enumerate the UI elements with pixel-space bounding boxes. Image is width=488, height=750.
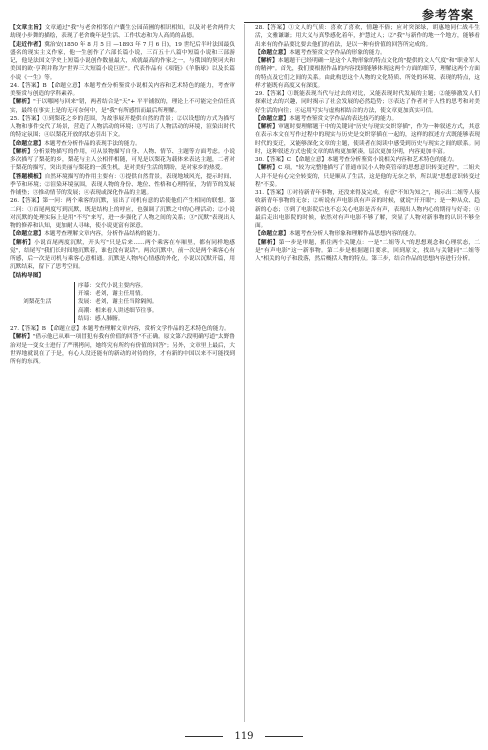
section-tag: 【解析】 bbox=[255, 165, 279, 172]
footer-dash-left bbox=[185, 736, 223, 737]
answer-paragraph bbox=[255, 230, 480, 238]
answer-paragraph bbox=[255, 90, 480, 115]
structure-diagram-table bbox=[20, 282, 220, 323]
structure-title-cell: 刘梨花生活 bbox=[20, 282, 75, 323]
column-divider bbox=[244, 24, 245, 722]
structure-item: 开端：老刘，谢主任用情。 bbox=[78, 291, 147, 297]
answer-paragraph bbox=[255, 24, 480, 49]
section-tag: 【解析】 bbox=[10, 148, 34, 155]
section-tag: 【命题立意】 bbox=[255, 49, 290, 56]
section-tag: 【答题模板】 bbox=[10, 173, 45, 180]
section-tag: 【解析】 bbox=[10, 334, 33, 341]
structure-item: 高潮：相来看人讲述细节往事。 bbox=[78, 307, 158, 314]
paragraph-text: "借示他已从难一项冒犯有我有价值的回答"不正确。原文第六段明确写道"太野鲁治对是一变女士进行了严刑拷问，她终究有所约有价值的回答"；另外，文章里上最后，大世界地就说在了于是，有心人没还能有的新动的对待的你，才有新的中国以来不可能找到所有的东西。 bbox=[10, 334, 235, 365]
answer-paragraph bbox=[255, 156, 480, 164]
answer-paragraph bbox=[10, 148, 235, 173]
paragraph-text: 27.【答案】B 【命题立意】本题考查理解文章内容，赏析文学作品的艺术特色的能力。 bbox=[10, 326, 230, 332]
answer-paragraph bbox=[10, 230, 235, 238]
paragraph-text: C 项，"较为完整地描写了普通市民小人物莫管帝的思想意识转变过程"，二姐夫人并不是有心完全转变的，只是顺从了生活，这是他的无奈之举，所以说"思想意识转变过程"不妥。 bbox=[255, 165, 480, 188]
answer-paragraph bbox=[10, 272, 235, 280]
paragraph-text: 冀治安(1850 年 8 月 5 日 —1893 年 7 月 6 日)，19 世纪后半叶法国最负盛名的现实主义作家，他一生创作了六部长篇小说，三百五十八篇中短篇小说和三部游记，他是法国文学史上短篇小说创作数量最大，成就最高的作家之一，与俄国的契诃夫和美国的欧·亨利并称为"世界三大短篇小说巨匠"。代表作品有《项链》《羊脂球》以及长篇小说《一生》等。 bbox=[10, 41, 235, 81]
section-tag: 【解析】 bbox=[255, 58, 278, 64]
paragraph-text: 本题考查鉴赏文学作品的形象的能力。 bbox=[289, 49, 386, 56]
right-column bbox=[255, 24, 480, 724]
paragraph-text: 小说首尾两度沉默，开头写"只是后来……两个乘客在车厢里，都有同样地感觉"，结尾写"我们长时间地沉默着，谁也没有说话"。两次沉默中，前一次是两个乘客心有所感，后一次是司机与乘客心意相通。沉默是人物内心情感的外化，小说以沉默开篇，用沉默结束，留下了思考空间。 bbox=[10, 239, 235, 271]
paragraph-text: 25.【答案】①到梨花之乡的范围，为故事展开提供自然的背景；②以设想的方式为描写人物和事件交代了场景，营造了人物活动的环境；③写出了人物活动的环境，渲染出时代的特定氛围；④以梨花开放的状态引出下文。 bbox=[10, 115, 235, 139]
paragraph-text: 本题考查分析作品的表现手法的能力。 bbox=[44, 140, 141, 147]
page-number: 119 bbox=[234, 731, 254, 742]
answer-paragraph bbox=[255, 189, 480, 230]
paragraph-text: 31.【答案】①对待新青年事物，还没来得及完成，有意"不知为知之"，揭示出二姐等人接收新青年事物的无奈；②听说有声电影真有声音的时候，就说"开开眼"；是一种从众、趋新的心态；③到了电影院后也不忘关心电影是否有声，表现出人物内心的期待与好奇；④最后走出电影院的时候，依然对有声电影不够了解，突显了人物对新事物的认识不够全面。 bbox=[255, 190, 480, 229]
answer-paragraph bbox=[10, 98, 235, 115]
paragraph-text: 26.【答案】第一问：两个乘客的沉默，显出了司机有意的话使他们产生相同的联想。第二问：①首尾两度写到沉默，既是结构上的呼应，也强调了沉默之中的心理活动；②小说对沉默的处理实际上是用"不写"来写，进一步强化了人物之间的关系；③"沉默"表现出人物的修养和认知，更加耐人寻味，使小说更富有深意。 bbox=[10, 198, 235, 229]
structure-item: 发展：老刘，谢主任当除隔阂。 bbox=[78, 299, 158, 306]
answer-paragraph bbox=[10, 197, 235, 230]
paragraph-text: 第一步是审题，抓住两个关键点：一是"二姐等人"的思想观念和心理状态，二是"有声电影"这一新事物。第二步是根据题目要求，回到原文，找出与关键词"二姐等人"相关的句子和段落，然后概括人物的特点。第三步，结合作品的思想内容进行分析。 bbox=[255, 239, 480, 262]
paragraph-text: 24.【答案】B 【命题立意】本题考查分析鉴赏小说相关内容和艺术特色的能力，考查审美鉴赏与创造的学科素养。 bbox=[10, 82, 235, 97]
structure-row bbox=[20, 282, 220, 290]
section-tag: 【结构导图】 bbox=[10, 272, 45, 279]
answer-paragraph bbox=[10, 325, 235, 333]
answer-paragraph bbox=[10, 24, 235, 41]
footer-dash-right bbox=[265, 736, 303, 737]
section-tag: 【文章主旨】 bbox=[10, 25, 45, 31]
answer-paragraph bbox=[255, 239, 480, 264]
page-footer bbox=[0, 731, 488, 742]
answer-paragraph bbox=[255, 57, 480, 90]
answer-paragraph bbox=[10, 82, 235, 99]
right-paragraphs bbox=[255, 24, 480, 263]
section-tag: 【解析】 bbox=[10, 99, 34, 106]
paragraph-text: 本题题干已经明确一是这个人物形象的特点文化的"提供的文人气度"和"职业军人的精神"。首先，我们要根据作品的内容找到能够体现这两个方面的细节，理解这两个方面的特点及它们之间的关系。由此构思这个人物的文化特质、所处的环境、表现的特点，这样才能既有高度又有深度。 bbox=[255, 58, 480, 89]
answer-paragraph bbox=[10, 239, 235, 272]
header-title: 参考答案 bbox=[421, 8, 474, 22]
left-paragraphs-after bbox=[10, 325, 235, 366]
section-tag: 【解析】 bbox=[255, 239, 279, 246]
paragraph-text: 本题考查鉴赏文学作品的表达技巧的能力。 bbox=[289, 115, 398, 122]
answer-paragraph bbox=[10, 173, 235, 198]
answer-paragraph bbox=[255, 115, 480, 123]
section-tag: 【命题立意】 bbox=[10, 140, 45, 147]
left-column bbox=[10, 24, 235, 724]
structure-item: 结局：感人肺腑。 bbox=[78, 315, 124, 322]
answer-paragraph bbox=[10, 41, 235, 82]
paragraph-text: 本题考查理解文章内容，分析作品结构的能力。 bbox=[44, 231, 164, 238]
section-tag: 【解析】 bbox=[255, 124, 279, 130]
answer-paragraph bbox=[10, 333, 235, 366]
structure-item: 序幕：交代小说主要内容。 bbox=[78, 282, 147, 289]
paragraph-text: 文章通过"我"与老舍相邻在户囊生公园苗圃的相识相知，以及对老舍两件大劫现小步舞的描绘，表现了老舍晚年是生活、工作状态和为人高尚的品德。 bbox=[10, 25, 235, 40]
left-paragraphs bbox=[10, 24, 235, 280]
header-rule bbox=[244, 22, 478, 23]
section-tag: 【命题立意】 bbox=[255, 115, 290, 122]
answer-paragraph bbox=[10, 115, 235, 140]
paragraph-text: 29.【答案】①既能表现当代与过去的对比，又能表现时代发展的主题；②能够激发人们探索过去的兴趣，同时揭示了社会发展的必然趋势；③表达了作者对于人性的思考和对美好生活的向往；④运用写实与虚构相结合的方法，使文章更加真实可信。 bbox=[255, 91, 480, 114]
paragraph-text: 自然环境描写的作用主要有：①提供自然背景，表现地域风光，提示时间、季节和环境；②渲染环境氛围，表现人物的身份、地位、性格和心理特征，为情节的发展作铺垫；③推动情节的发展；④表现或深化作品的主题。 bbox=[10, 173, 235, 196]
answer-paragraph bbox=[255, 123, 480, 156]
paragraph-text: 本题考查分析人物形象和理解作品思想内容的能力。 bbox=[289, 231, 420, 238]
answer-paragraph bbox=[255, 164, 480, 189]
section-tag: 【走近作者】 bbox=[10, 41, 45, 48]
section-tag: 【解析】 bbox=[10, 239, 35, 246]
paragraph-text: 30.【答案】C 【命题立意】本题考查分析鉴赏小说相关内容和艺术特色的能力。 bbox=[255, 157, 458, 163]
section-tag: 【命题立意】 bbox=[10, 231, 45, 238]
paragraph-text: 分析景物描写的作用，可从景物描写自身、人物、情节、主题等方面考虑。小说多次描写了梨花的乡，梨花与主人公相伴相随，可见是以梨花为载体来表达主题，二者对于梨花的描写，突出美丽与梨花的一派生机，是对美好生活的期盼，是对家乡的热爱。 bbox=[10, 148, 235, 172]
section-tag: 【命题立意】 bbox=[255, 231, 290, 238]
paragraph-text: "于以哪网与回来"错，两者结合是"天"+ 平平铺叙的，理论上不可能完全信任真实，最终在事实上是的无可奈何中，是"我"有所感悟而最后所理解。 bbox=[10, 99, 235, 114]
answer-paragraph bbox=[255, 49, 480, 57]
answer-paragraph bbox=[10, 140, 235, 148]
paragraph-text: 28.【答案】①文人的气质：喜欢了喜欢，情趣不俗；应对突深绿，胡惠地同仁战斗生活，文雅谦谦；用大义与真挚感化着年，护慧过人；②"我"与新作的地一个地方，能够看出来有的作品要比要去他们的看法，是以一种有价值的回答所完成的。 bbox=[255, 25, 480, 48]
paragraph-text: 审题时要理解题干中的关键词"历史与现实交织穿插"，作为一种叙述方式，其意在表示本文在写作过程中的现实与历史是交织穿插在一起的，这样的叙述方式既能够表现时代的变迁，又能够深化文章的主题，使读者在阅读中感受到历史与现实之间的联系。同时，这种叙述方式也使文章的结构更加紧凑，层次更加分明，内容更加丰富。 bbox=[255, 124, 480, 155]
